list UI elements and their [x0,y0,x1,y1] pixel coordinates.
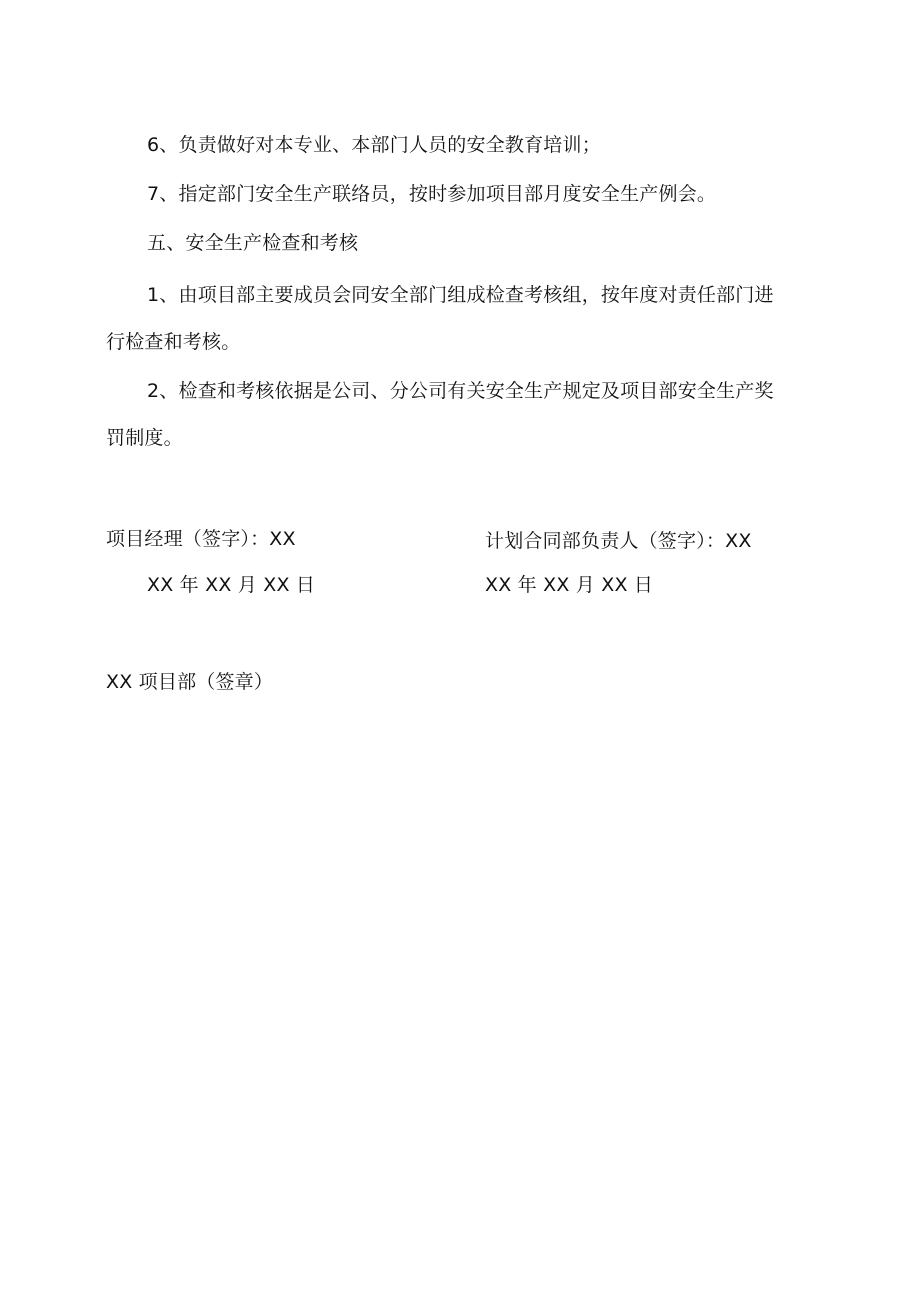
section-5-item-1-line-2: 行检查和考核。 [106,331,241,353]
contract-dept-signature-label: 计划合同部负责人（签字）：XX [485,530,752,552]
list-item-7: 7、指定部门安全生产联络员，按时参加项目部月度安全生产例会。 [147,183,717,205]
contract-dept-signature-date: XX 年 XX 月 XX 日 [485,574,654,596]
section-5-item-1-line-1: 1、由项目部主要成员会同安全部门组成检查考核组，按年度对责任部门进 [147,284,774,306]
section-5-item-2-line-2: 罚制度。 [106,427,183,449]
section-5-heading: 五、安全生产检查和考核 [147,232,359,254]
project-manager-signature-label: 项目经理（签字）：XX [106,528,296,550]
project-seal-line: XX 项目部（签章） [106,671,274,693]
list-item-6: 6、负责做好对本专业、本部门人员的安全教育培训； [147,134,601,156]
section-5-item-2-line-1: 2、检查和考核依据是公司、分公司有关安全生产规定及项目部安全生产奖 [147,380,774,402]
project-manager-signature-date: XX 年 XX 月 XX 日 [147,574,316,596]
